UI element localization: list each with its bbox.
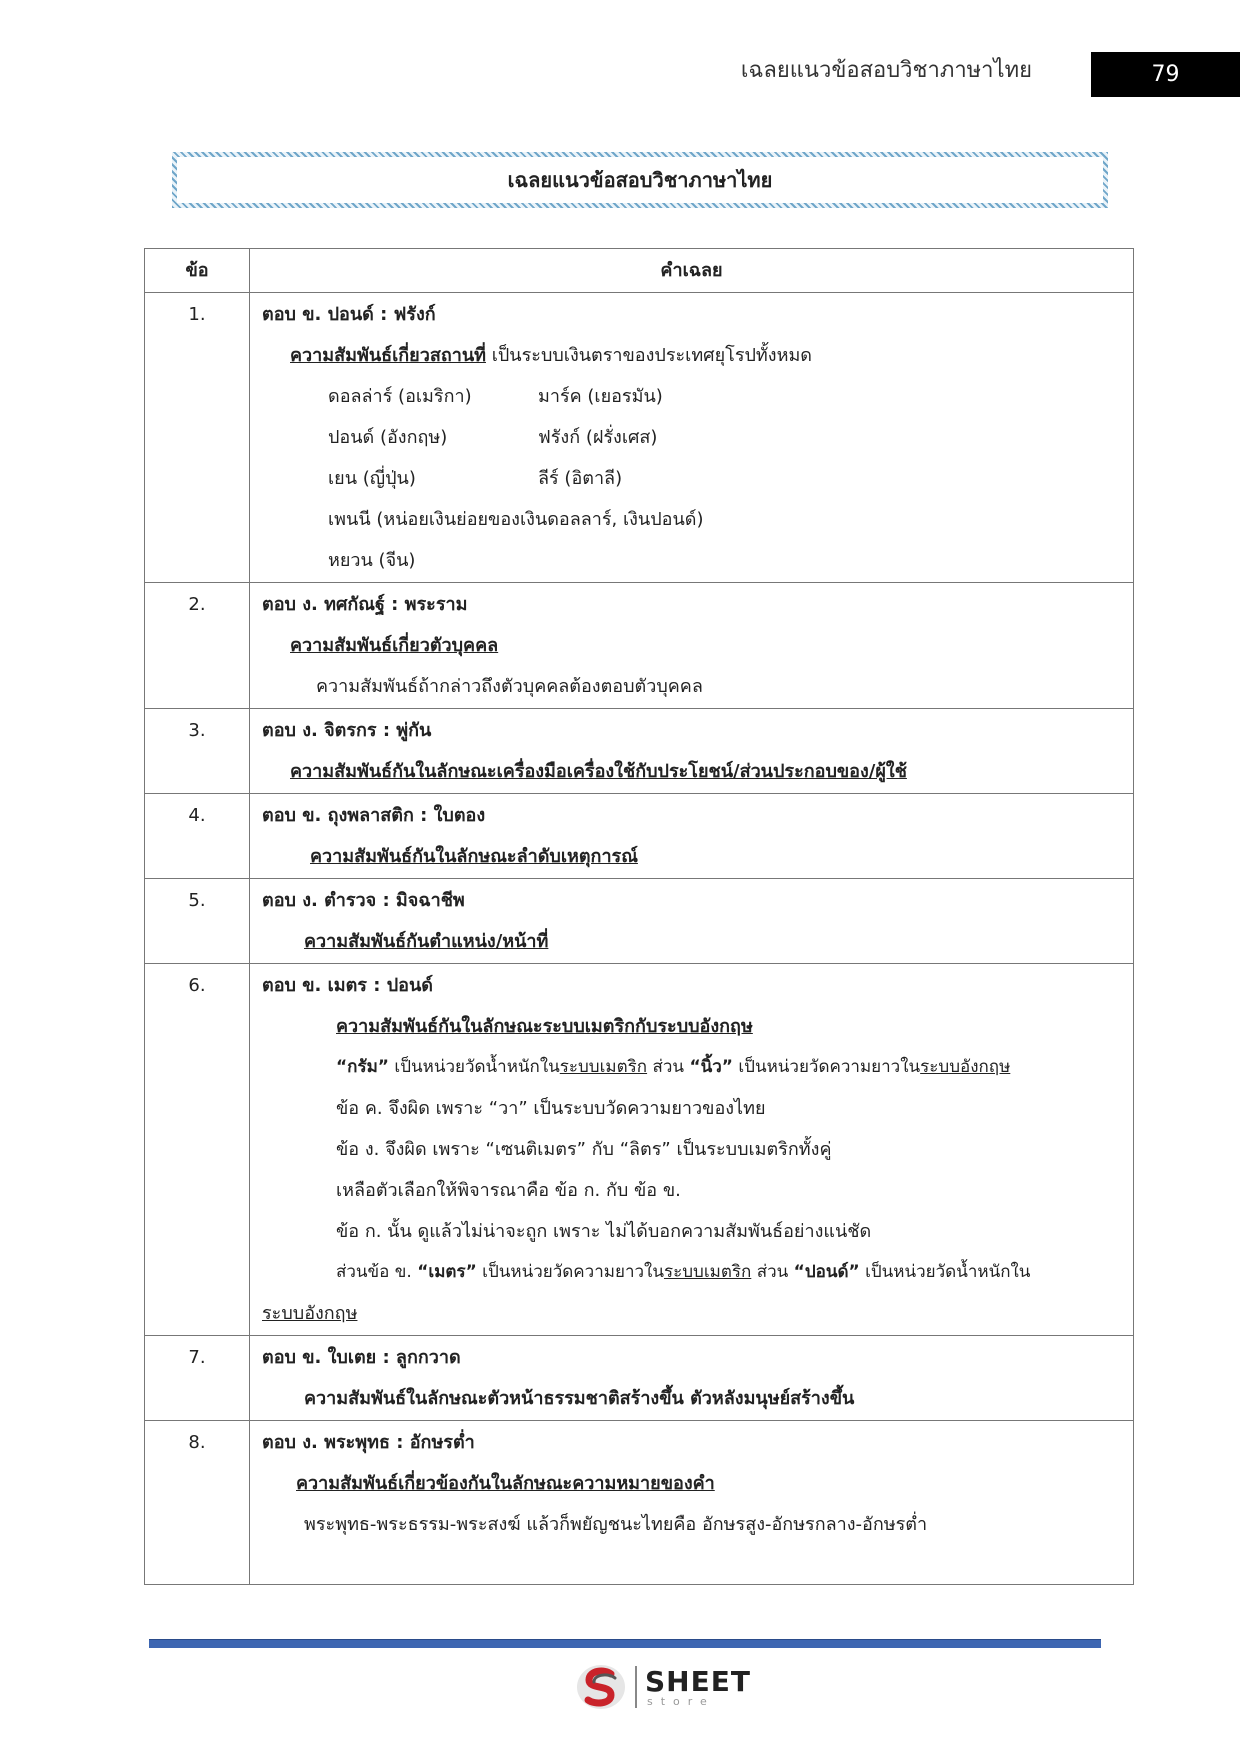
logo-word: SHEET <box>645 1664 751 1698</box>
row-number: 7. <box>145 1336 250 1421</box>
explanation-line: เหลือตัวเลือกให้พิจารณาคือ ข้อ ก. กับ ข้อ ข. <box>336 1180 681 1201</box>
term-pound: “ปอนด์” <box>793 1262 860 1282</box>
row-answer-cell <box>250 1336 1134 1421</box>
metric-system-term: ระบบเมตริก <box>663 1262 752 1282</box>
currency-pair <box>262 376 1125 417</box>
answer-line: ตอบ ข. เมตร : ปอนด์ <box>262 975 433 996</box>
currency-item: ลีร์ (อิตาลี) <box>538 468 623 489</box>
row-answer-cell <box>250 709 1134 794</box>
relation-label: ความสัมพันธ์เกี่ยวสถานที่ <box>290 345 486 366</box>
table-row <box>145 964 1134 1336</box>
text-fragment: ส่วน <box>751 1262 794 1282</box>
footer-logo <box>575 1662 751 1712</box>
text-fragment: เป็นหน่วยวัดน้ำหนักใน <box>388 1057 560 1077</box>
row-answer-cell <box>250 583 1134 709</box>
answer-line: ตอบ ง. จิตรกร : พู่กัน <box>262 720 432 741</box>
currency-pair <box>262 458 1125 499</box>
table-row <box>145 709 1134 794</box>
answer-table <box>144 248 1134 1585</box>
currency-item: เยน (ญี่ปุ่น) <box>328 468 416 489</box>
currency-item: ดอลล่าร์ (อเมริกา) <box>328 386 472 407</box>
relation-label: ความสัมพันธ์กันตำแหน่ง/หน้าที่ <box>304 931 549 952</box>
row-number: 6. <box>145 964 250 1336</box>
explanation-line: ข้อ ง. จึงผิด เพราะ “เซนติเมตร” กับ “ลิตร” เป็นระบบเมตริกทั้งคู่ <box>336 1139 832 1160</box>
metric-system-term: ระบบเมตริก <box>559 1057 648 1077</box>
row-number: 5. <box>145 879 250 964</box>
column-header-number: ข้อ <box>145 249 250 293</box>
relation-label: ความสัมพันธ์เกี่ยวตัวบุคคล <box>290 635 499 656</box>
currency-item: มาร์ค (เยอรมัน) <box>538 386 663 407</box>
term-meter: “เมตร” <box>417 1262 477 1282</box>
row-number: 3. <box>145 709 250 794</box>
text-fragment: เป็นหน่วยวัดความยาวใน <box>476 1262 664 1282</box>
relation-label: ความสัมพันธ์กันในลักษณะลำดับเหตุการณ์ <box>310 846 638 867</box>
currency-item: หยวน (จีน) <box>328 550 416 571</box>
currency-item: เพนนี (หน่อยเงินย่อยของเงินดอลลาร์, เงินปอนด์) <box>328 509 704 530</box>
explanation-line: ข้อ ค. จึงผิด เพราะ “วา” เป็นระบบวัดความยาวของไทย <box>336 1098 766 1119</box>
logo-subtext: store <box>647 1694 715 1708</box>
term-gram: “กรัม” <box>336 1057 389 1077</box>
page-number: 79 <box>1091 52 1240 97</box>
currency-item: ปอนด์ (อังกฤษ) <box>328 427 448 448</box>
table-row <box>145 794 1134 879</box>
relation-label: ความสัมพันธ์กันในลักษณะระบบเมตริกกับระบบอังกฤษ <box>336 1016 753 1037</box>
text-fragment: ส่วนข้อ ข. <box>336 1262 418 1282</box>
explanation-line: ข้อ ก. นั้น ดูแล้วไม่น่าจะถูก เพราะ ไม่ได้บอกความสัมพันธ์อย่างแน่ชัด <box>336 1221 872 1242</box>
relation-label: ความสัมพันธ์เกี่ยวข้องกันในลักษณะความหมายของคำ <box>296 1473 715 1494</box>
table-row <box>145 583 1134 709</box>
section-banner <box>172 152 1108 208</box>
currency-item: ฟรังก์ (ฝรั่งเศส) <box>538 427 658 448</box>
answer-line: ตอบ ข. ถุงพลาสติก : ใบตอง <box>262 805 486 826</box>
table-header-row <box>145 249 1134 293</box>
logo-text <box>645 1664 751 1708</box>
currency-pair <box>262 417 1125 458</box>
table-row <box>145 1336 1134 1421</box>
table-row <box>145 879 1134 964</box>
relation-text: เป็นระบบเงินตราของประเทศยุโรปทั้งหมด <box>486 345 812 366</box>
answer-line: ตอบ ง. พระพุทธ : อักษรต่ำ <box>262 1432 475 1453</box>
row-answer-cell <box>250 879 1134 964</box>
explanation-line <box>262 1252 1125 1293</box>
footer-bar <box>149 1639 1101 1648</box>
explanation-line: ความสัมพันธ์ถ้ากล่าวถึงตัวบุคคลต้องตอบตัวบุคคล <box>316 676 703 697</box>
text-fragment: เป็นหน่วยวัดน้ำหนักใน <box>859 1262 1031 1282</box>
banner-title: เฉลยแนวข้อสอบวิชาภาษาไทย <box>177 157 1103 203</box>
row-number: 2. <box>145 583 250 709</box>
relation-line <box>262 335 1125 376</box>
text-fragment: เป็นหน่วยวัดความยาวใน <box>732 1057 921 1077</box>
row-answer-cell <box>250 293 1134 583</box>
explanation-line: พระพุทธ-พระธรรม-พระสงฆ์ แล้วก็พยัญชนะไทยคือ อักษรสูง-อักษรกลาง-อักษรต่ำ <box>304 1514 928 1535</box>
term-inch: “นิ้ว” <box>689 1057 733 1077</box>
table-row <box>145 293 1134 583</box>
imperial-system-term: ระบบอังกฤษ <box>920 1057 1011 1077</box>
row-number: 4. <box>145 794 250 879</box>
relation-label: ความสัมพันธ์กันในลักษณะเครื่องมือเครื่องใช้กับประโยชน์/ส่วนประกอบของ/ผู้ใช้ <box>290 761 907 782</box>
relation-label: ความสัมพันธ์ในลักษณะตัวหน้าธรรมชาติสร้างขึ้น ตัวหลังมนุษย์สร้างขึ้น <box>304 1388 855 1409</box>
imperial-system-term: ระบบอังกฤษ <box>262 1303 358 1324</box>
explanation-line <box>262 1047 1125 1088</box>
table-row <box>145 1421 1134 1585</box>
row-answer-cell <box>250 1421 1134 1585</box>
page-header-title: เฉลยแนวข้อสอบวิชาภาษาไทย <box>740 58 1032 83</box>
sheet-store-logo-icon <box>575 1662 627 1712</box>
column-header-answer: คำเฉลย <box>250 249 1134 293</box>
text-fragment: ส่วน <box>647 1057 690 1077</box>
row-answer-cell <box>250 964 1134 1336</box>
row-number: 1. <box>145 293 250 583</box>
answer-line: ตอบ ง. ทศกัณฐ์ : พระราม <box>262 594 468 615</box>
answer-line: ตอบ ข. ใบเตย : ลูกกวาด <box>262 1347 461 1368</box>
logo-divider <box>635 1666 637 1708</box>
row-answer-cell <box>250 794 1134 879</box>
answer-line: ตอบ ง. ตำรวจ : มิจฉาชีพ <box>262 890 465 911</box>
row-number: 8. <box>145 1421 250 1585</box>
answer-line: ตอบ ข. ปอนด์ : ฟรังก์ <box>262 304 436 325</box>
